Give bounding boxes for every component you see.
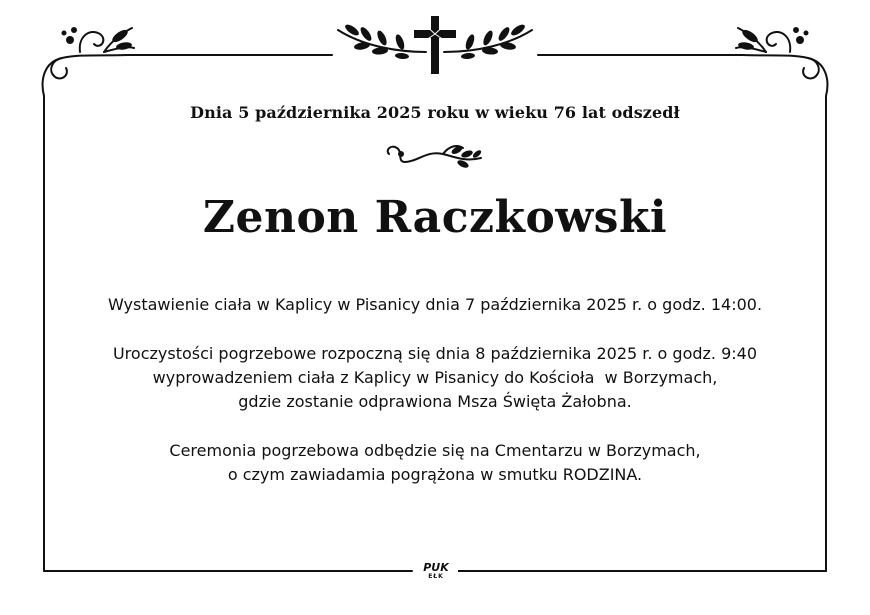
death-announcement-header: Dnia 5 października 2025 roku w wieku 76 lat odszedł: [190, 103, 680, 122]
logo-sub-text: EŁK: [428, 573, 444, 580]
puk-logo: [414, 562, 458, 582]
viewing-paragraph: [0, 293, 870, 317]
ceremony-line: Uroczystości pogrzebowe rozpoczną się dnia 8 października 2025 r. o godz. 9:40: [112, 344, 758, 363]
viewing-text: Wystawienie ciała w Kaplicy w Pisanicy dnia 7 października 2025 r. o godz. 14:00.: [107, 295, 763, 314]
burial-line: o czym zawiadamia pogrążona w smutku RODZINA.: [227, 465, 643, 484]
logo-main-text: PUK: [423, 561, 449, 574]
burial-line: Ceremonia pogrzebowa odbędzie się na Cmentarzu w Borzymach,: [169, 441, 701, 460]
cross-with-laurel-icon: [338, 16, 532, 74]
burial-paragraph: [0, 439, 870, 487]
vine-flourish-icon: [383, 140, 487, 174]
ceremony-line: gdzie zostanie odprawiona Msza Święta Żałobna.: [238, 392, 632, 411]
deceased-name: Zenon Raczkowski: [202, 192, 668, 243]
ceremony-paragraph: [0, 342, 870, 414]
ceremony-line: wyprowadzeniem ciała z Kaplicy w Pisanicy do Kościoła w Borzymach,: [152, 368, 718, 387]
